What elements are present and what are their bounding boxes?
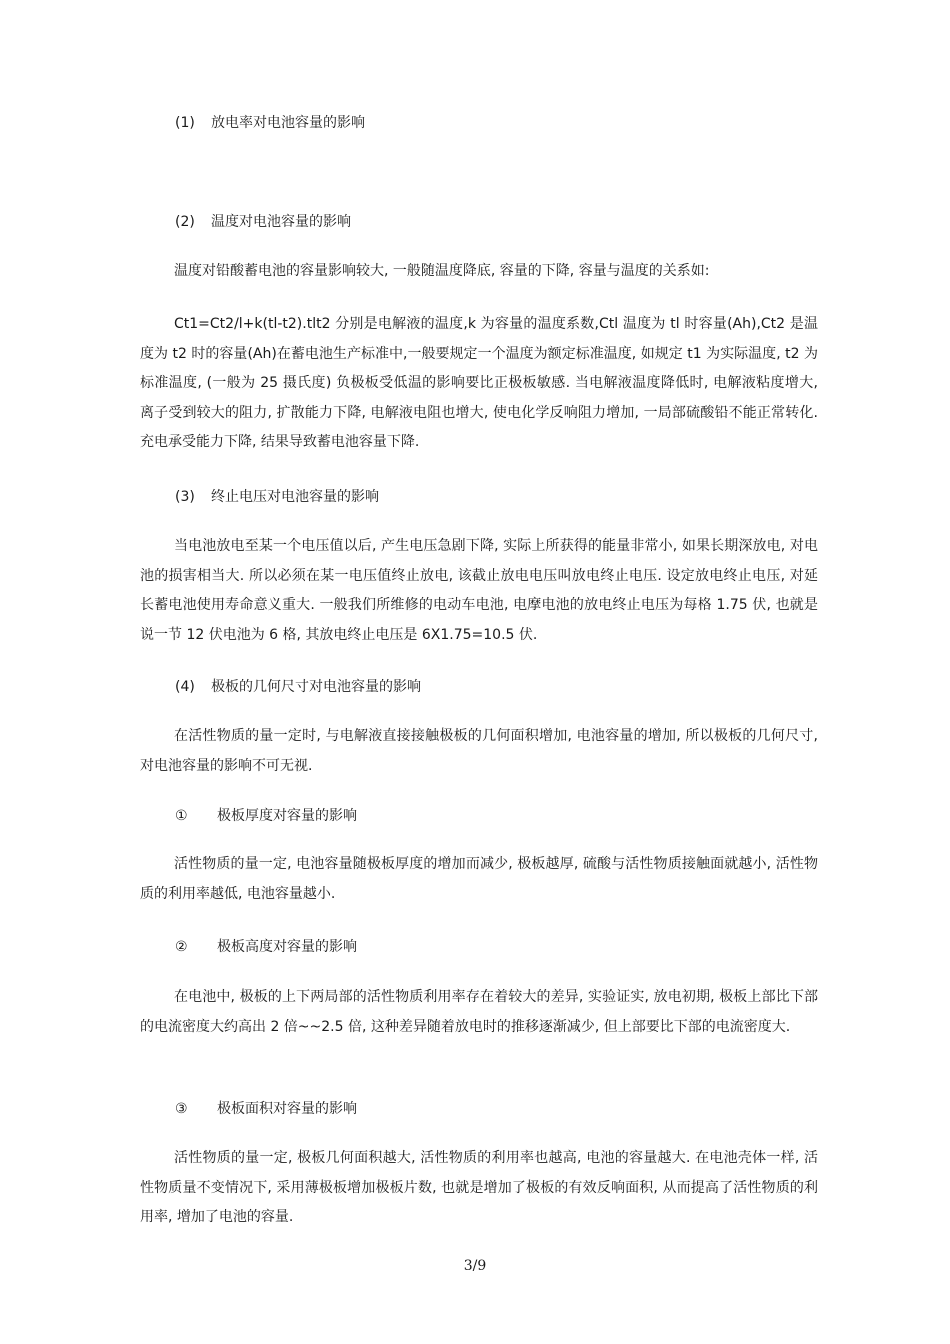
subheading-title: 极板厚度对容量的影响	[217, 808, 357, 824]
section-number: (2)	[175, 214, 195, 230]
subheading-title: 极板面积对容量的影响	[217, 1101, 357, 1117]
circled-number-2: ②	[175, 939, 188, 955]
subheading-title: 极板高度对容量的影响	[217, 939, 357, 955]
section-heading-4	[175, 676, 421, 696]
page-number: 3/9	[463, 1258, 487, 1274]
paragraph-temperature-intro: 温度对铅酸蓄电池的容量影响较大, 一般随温度降底, 容量的下降, 容量与温度的关系如:	[174, 263, 710, 279]
paragraph-plate-height: 在电池中, 极板的上下两局部的活性物质利用率存在着较大的差异, 实验证实, 放电初期, 极板上部比下部的电流密度大约高出 2 倍~~2.5 倍, 这种差异随着放电时的推移逐渐减少, 但上部要比下部的电流密度大.	[140, 989, 818, 1035]
section-heading-3	[175, 486, 379, 506]
subheading-plate-height	[175, 936, 357, 956]
circled-number-1: ①	[175, 808, 188, 824]
circled-number-3: ③	[175, 1101, 188, 1117]
paragraph-temperature-formula: Ct1=Ct2/l+k(tl-t2).tlt2 分别是电解液的温度,k 为容量的温度系数,Ctl 温度为 tl 时容量(Ah),Ct2 是温度为 t2 时的容量(Ah)在蓄电池生产标准中,一般要规定一个温度为额定标准温度, 如规定 t1 为实际温度, t2 为标准温度, (一般为 25 摄氏度) 负极板受低温的影响要比正极板敏感. 当电解液温度降低时, 电解液粘度增大, 离子受到较大的阻力, 扩散能力下降, 电解液电阻也增大, 使电化学反响阻力增加, 一局部硫酸铅不能正常转化. 充电承受能力下降, 结果导致蓄电池容量下降.	[140, 316, 818, 450]
paragraph-plate-thickness: 活性物质的量一定, 电池容量随极板厚度的增加而减少, 极板越厚, 硫酸与活性物质接触面就越小, 活性物质的利用率越低, 电池容量越小.	[140, 856, 818, 902]
section-title: 极板的几何尺寸对电池容量的影响	[211, 679, 421, 695]
section-title: 放电率对电池容量的影响	[211, 115, 365, 131]
subheading-plate-area	[175, 1098, 357, 1118]
section-heading-1	[175, 112, 365, 132]
section-title: 温度对电池容量的影响	[211, 214, 351, 230]
section-number: (4)	[175, 679, 195, 695]
paragraph-plate-geometry: 在活性物质的量一定时, 与电解液直接接触极板的几何面积增加, 电池容量的增加, 所以极板的几何尺寸, 对电池容量的影响不可无视.	[140, 728, 818, 774]
section-heading-2	[175, 211, 351, 231]
section-number: (1)	[175, 115, 195, 131]
paragraph-plate-area: 活性物质的量一定, 极板几何面积越大, 活性物质的利用率也越高, 电池的容量越大. 在电池壳体一样, 活性物质量不变情况下, 采用薄极板增加极板片数, 也就是增加了极板的有效反响面积, 从而提高了活性物质的利用率, 增加了电池的容量.	[140, 1150, 818, 1225]
section-title: 终止电压对电池容量的影响	[211, 489, 379, 505]
section-number: (3)	[175, 489, 195, 505]
subheading-plate-thickness	[175, 805, 357, 825]
paragraph-cutoff-voltage: 当电池放电至某一个电压值以后, 产生电压急剧下降, 实际上所获得的能量非常小, 如果长期深放电, 对电池的损害相当大. 所以必须在某一电压值终止放电, 该截止放电电压叫放电终止电压. 设定放电终止电压, 对延长蓄电池使用寿命意义重大. 一般我们所维修的电动车电池, 电摩电池的放电终止电压为每格 1.75 伏, 也就是说一节 12 伏电池为 6 格, 其放电终止电压是 6X1.75=10.5 伏.	[140, 538, 818, 643]
